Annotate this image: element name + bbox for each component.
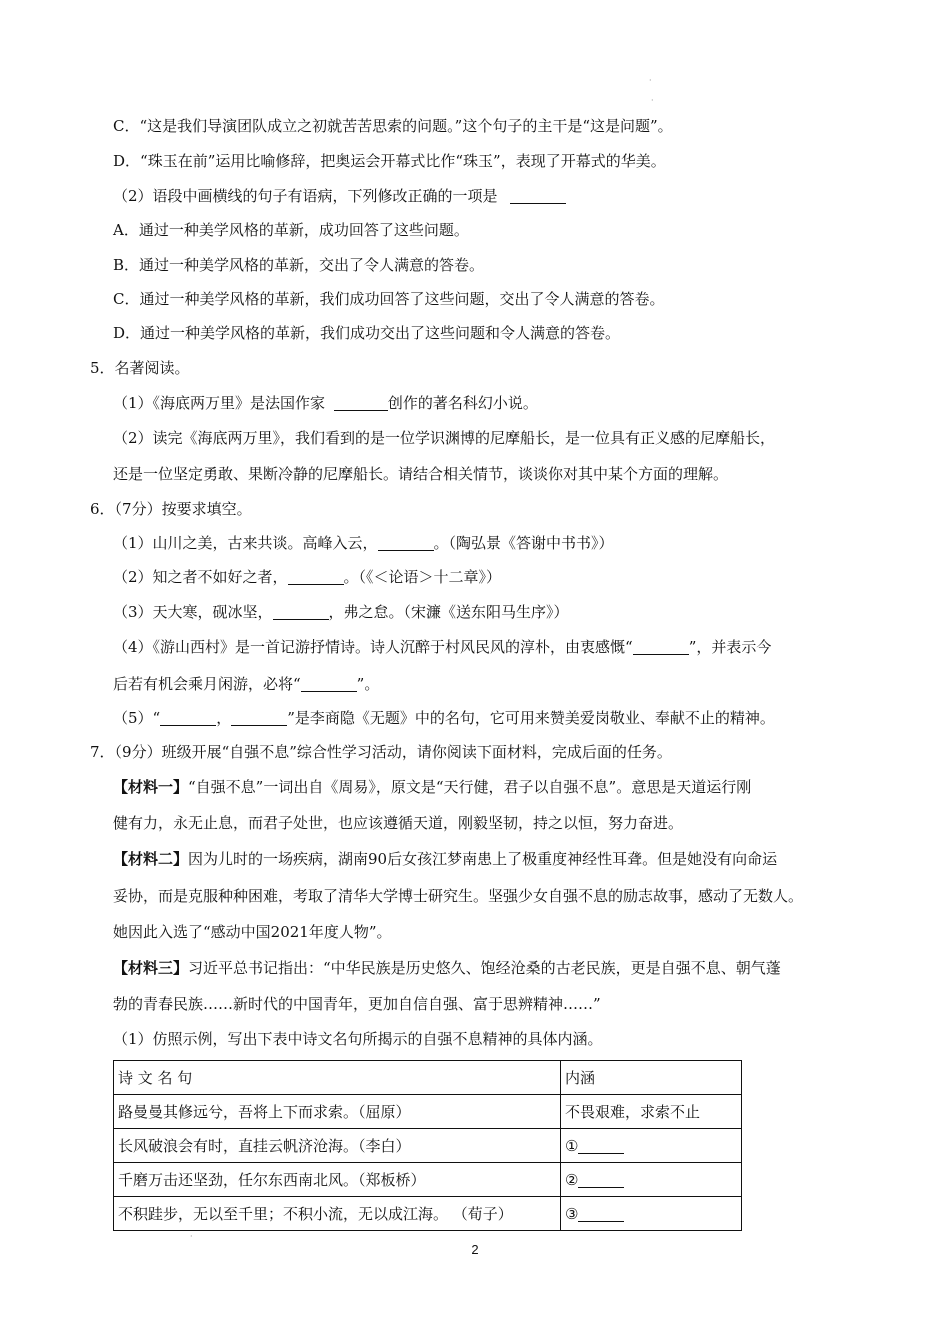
question-text: （4）《游山西村》是一首记游抒情诗。诗人沉醉于村风民风的淳朴，由衷感慨“ — [113, 638, 633, 656]
table-row — [114, 1095, 742, 1129]
question-text: ”是李商隐《无题》中的名句，它可用来赞美爱岗敬业、奉献不止的精神。 — [287, 709, 775, 727]
question-text: ”。 — [356, 675, 380, 693]
question-text: （1）《海底两万里》是法国作家 — [113, 394, 326, 412]
answer-blank[interactable] — [160, 710, 216, 726]
material-label: 【材料一】 — [113, 778, 189, 796]
option-c-line: C．“这是我们导演团队成立之初就苦苦思索的问题。”这个句子的主干是“这是问题”。 — [113, 117, 673, 135]
material-2-cont: 她因此入选了“感动中国2021年度人物”。 — [113, 923, 392, 941]
poem-table — [113, 1060, 742, 1231]
option-b-line: B．通过一种美学风格的革新，交出了令人满意的答卷。 — [113, 256, 485, 274]
question-4-2 — [113, 186, 566, 206]
question-6-3 — [113, 602, 569, 622]
option-c-line: C．通过一种美学风格的革新，我们成功回答了这些问题，交出了令人满意的答卷。 — [113, 290, 665, 308]
answer-number: ③ — [565, 1204, 579, 1223]
quote-cell: 千磨万击还坚劲，任尔东西南北风。（郑板桥） — [114, 1163, 561, 1197]
question-text: 创作的著名科幻小说。 — [387, 394, 538, 412]
question-text: 。（陶弘景《答谢中书书》） — [433, 534, 614, 552]
question-text: ，弗之怠。（宋濂《送东阳马生序》） — [328, 603, 569, 621]
question-6-title: 6．（7分）按要求填空。 — [90, 500, 252, 518]
question-text: 。（《＜论语＞十二章》） — [343, 568, 502, 586]
question-7-title: 7．（9分）班级开展“自强不息”综合性学习活动，请你阅读下面材料，完成后面的任务。 — [90, 743, 672, 761]
meaning-cell: 不畏艰难，求索不止 — [561, 1095, 742, 1129]
material-1-cont: 健有力，永无止息，而君子处世，也应该遵循天道，刚毅坚韧，持之以恒，努力奋进。 — [113, 814, 684, 832]
quote-cell: 路曼曼其修远兮，吾将上下而求索。（屈原） — [114, 1095, 561, 1129]
option-d-line: D．通过一种美学风格的革新，我们成功交出了这些问题和令人满意的答卷。 — [113, 324, 621, 342]
question-5-1 — [113, 393, 538, 413]
question-text: （3）天大寒，砚冰坚， — [113, 603, 273, 621]
answer-blank[interactable] — [633, 639, 689, 655]
question-5-title: 5．名著阅读。 — [90, 359, 190, 377]
answer-blank[interactable] — [288, 569, 344, 585]
question-6-4-cont — [113, 674, 379, 694]
quote-cell: 不积跬步，无以至千里；不积小流，无以成江海。 （荀子） — [114, 1197, 561, 1231]
meaning-cell — [561, 1129, 742, 1163]
material-text: 习近平总书记指出：“中华民族是历史悠久、饱经沧桑的古老民族，更是自强不息、朝气蓬 — [188, 959, 781, 977]
answer-blank[interactable] — [578, 1172, 624, 1188]
question-6-1 — [113, 533, 614, 553]
question-text: ”，并表示今 — [688, 638, 772, 656]
question-text: （1）山川之美，古来共谈。高峰入云， — [113, 534, 378, 552]
question-6-2 — [113, 567, 501, 587]
answer-blank[interactable] — [231, 710, 287, 726]
question-5-2: （2）读完《海底两万里》，我们看到的是一位学识渊博的尼摩船长，是一位具有正义感的尼摩船长， — [113, 429, 776, 447]
table-header-cell: 内涵 — [561, 1061, 742, 1095]
meaning-cell — [561, 1197, 742, 1231]
material-3 — [113, 958, 781, 978]
material-1 — [113, 777, 751, 797]
material-2 — [113, 849, 777, 869]
material-label: 【材料二】 — [113, 850, 189, 868]
material-2-cont: 妥协，而是克服种种困难，考取了清华大学博士研究生。坚强少女自强不息的励志故事，感动了无数人。 — [113, 887, 804, 905]
question-text: ， — [216, 709, 232, 727]
question-7-1: （1）仿照示例，写出下表中诗文名句所揭示的自强不息精神的具体内涵。 — [113, 1030, 603, 1048]
question-6-4 — [113, 637, 771, 657]
answer-number: ② — [565, 1170, 579, 1189]
answer-blank[interactable] — [578, 1206, 624, 1222]
answer-blank[interactable] — [273, 604, 329, 620]
quote-cell: 长风破浪会有时，直挂云帆济沧海。（李白） — [114, 1129, 561, 1163]
material-text: 因为儿时的一场疾病，湖南90后女孩江梦南患上了极重度神经性耳聋。但是她没有向命运 — [188, 850, 778, 868]
question-text: （5）“ — [113, 709, 161, 727]
option-a-line: A．通过一种美学风格的革新，成功回答了这些问题。 — [113, 221, 469, 239]
answer-blank[interactable] — [578, 1138, 624, 1154]
decorative-dot: · — [651, 96, 654, 105]
answer-blank[interactable] — [301, 676, 357, 692]
table-row — [114, 1129, 742, 1163]
table-row — [114, 1197, 742, 1231]
answer-blank[interactable] — [334, 395, 388, 411]
question-5-2-cont: 还是一位坚定勇敢、果断冷静的尼摩船长。请结合相关情节，谈谈你对其中某个方面的理解。 — [113, 465, 729, 483]
question-6-5 — [113, 708, 775, 728]
meaning-cell — [561, 1163, 742, 1197]
answer-blank[interactable] — [378, 535, 434, 551]
table-row — [114, 1163, 742, 1197]
option-d-line: D．“珠玉在前”运用比喻修辞，把奥运会开幕式比作“珠玉”，表现了开幕式的华美。 — [113, 152, 666, 170]
answer-number: ① — [565, 1136, 579, 1155]
material-3-cont: 勃的青春民族……新时代的中国青年，更加自信自强、富于思辨精神……” — [113, 995, 601, 1013]
table-header-row — [114, 1061, 742, 1095]
decorative-dot: · — [649, 76, 652, 85]
material-text: “自强不息”一词出自《周易》，原文是“天行健，君子以自强不息”。意思是天道运行刚 — [188, 778, 752, 796]
question-text: 后若有机会乘月闲游，必将“ — [113, 675, 301, 693]
question-text: （2）语段中画横线的句子有语病，下列修改正确的一项是 — [113, 187, 498, 205]
question-text: （2）知之者不如好之者， — [113, 568, 288, 586]
answer-blank[interactable] — [510, 188, 566, 204]
decorative-dot: · — [190, 1232, 193, 1241]
page-number: 2 — [471, 1242, 479, 1257]
table-header-cell: 诗 文 名 句 — [114, 1061, 561, 1095]
material-label: 【材料三】 — [113, 959, 189, 977]
